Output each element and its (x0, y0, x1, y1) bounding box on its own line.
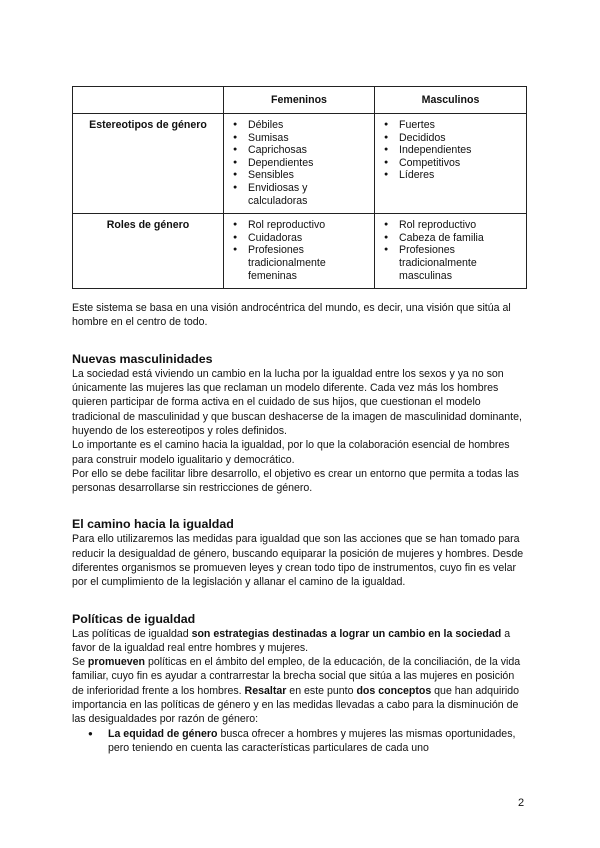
masculinos-list (381, 219, 520, 282)
paragraph: La sociedad está viviendo un cambio en la lucha por la igualdad entre los sexos y ya no son únicamente las mujeres las que reclaman un modelo diferente. Cada vez más los hombres quieren participar de forma activa en el cuidado de sus hijos, que cuestionan el modelo tradicional de masculinidad y que buscan deshacerse de la imagen de masculinidad dominante, huyendo de los estereotipos y roles definidos. (72, 367, 522, 437)
masculinos-cell (375, 214, 527, 289)
list-item: ● Líderes (381, 169, 520, 182)
list-item: ● Rol reproductivo (230, 219, 368, 232)
paragraph: Por ello se debe facilitar libre desarrollo, el objetivo es crear un entorno que permita a todas las personas desarrollarse sin restricciones de género. (72, 467, 519, 495)
list-item: ● Profesiones tradicionalmente masculinas (381, 244, 520, 282)
list-item: ● Fuertes (381, 119, 520, 132)
list-item: ● Competitivos (381, 157, 520, 170)
list-item: ● Cabeza de familia (381, 232, 520, 245)
list-item: ● Cuidadoras (230, 232, 368, 245)
table-header-row (73, 87, 527, 114)
text-run: políticas en el ámbito del empleo, de la educación, de la conciliación, de la vida familiar, cuyo fin es ayudar a contrarrestar la brecha social que sitúa a las mujeres en posición de inferioridad frente a los hombres. (72, 656, 521, 697)
list-item: ● Envidiosas y calculadoras (230, 182, 368, 207)
intro-paragraph: Este sistema se basa en una visión androcéntrica del mundo, es decir, una visión que sitúa al hombre en el centro de todo. (72, 302, 511, 329)
femeninos-list (230, 219, 368, 282)
list-item: ● Sumisas (230, 132, 368, 145)
concepts-list (72, 727, 528, 756)
text-run: que han adquirido importancia en las políticas de género y en las medidas llevadas a cabo para la disminución de las desigualdades por razón de género: (72, 684, 519, 726)
bold-text: promueven (87, 656, 146, 669)
stereotypes-table (72, 86, 527, 289)
masculinos-cell (375, 114, 527, 214)
text-run: en este punto (286, 684, 357, 697)
paragraph (72, 627, 528, 656)
paragraph: Para ello utilizaremos las medidas para igualdad que son las acciones que se han tomado para reducir la desigualdad de género, buscando equiparar la posición de mujeres y hombres. Desde diferentes organismos se promueven leyes y crean todo tipo de instrumentos, cuyo fin es velar por el cumplimiento de la legislación y allanar el camino de la igualdad. (72, 533, 524, 589)
paragraph (72, 655, 528, 726)
table-row (73, 114, 527, 214)
bold-text: son estrategias destinadas a lograr un cambio en la sociedad (191, 627, 502, 640)
header-masculinos: Masculinos (375, 87, 527, 114)
list-item: ● Profesiones tradicionalmente femeninas (230, 244, 368, 282)
section-title-camino-igualdad: El camino hacia la igualdad (72, 517, 234, 532)
text-run: Las políticas de igualdad (72, 627, 192, 640)
list-item: ● Dependientes (230, 157, 368, 170)
list-item (72, 727, 528, 756)
header-femeninos: Femeninos (224, 87, 375, 114)
list-item: ● Rol reproductivo (381, 219, 520, 232)
bold-text: dos conceptos (356, 684, 432, 697)
row-label: Roles de género (73, 214, 224, 289)
table-row (73, 214, 527, 289)
list-item: ● Caprichosas (230, 144, 368, 157)
list-item: ● Sensibles (230, 169, 368, 182)
text-run: busca ofrecer a hombres y mujeres las mismas oportunidades, pero teniendo en cuenta las características particulares de cada uno (108, 727, 516, 754)
list-item: ● Decididos (381, 132, 520, 145)
page-number: 2 (518, 797, 525, 809)
bold-text: Resaltar (244, 684, 287, 697)
list-item: ● Débiles (230, 119, 368, 132)
bold-text: La equidad de género (108, 727, 218, 740)
list-item: ● Independientes (381, 144, 520, 157)
document-page (72, 86, 528, 755)
text-run: Se (72, 656, 88, 669)
paragraph: Lo importante es el camino hacia la igualdad, por lo que la colaboración esencial de hombres para construir modelo igualitario y democrático. (72, 439, 510, 466)
femeninos-list (230, 119, 368, 207)
femeninos-cell (224, 214, 375, 289)
row-label: Estereotipos de género (73, 114, 224, 214)
masculinos-list (381, 119, 520, 182)
header-empty (73, 87, 224, 114)
section-title-politicas-igualdad: Políticas de igualdad (72, 611, 196, 626)
text-run: a favor de la igualdad real entre hombres y mujeres. (72, 627, 511, 654)
femeninos-cell (224, 114, 375, 214)
section-title-nuevas-masculinidades: Nuevas masculinidades (72, 351, 213, 366)
